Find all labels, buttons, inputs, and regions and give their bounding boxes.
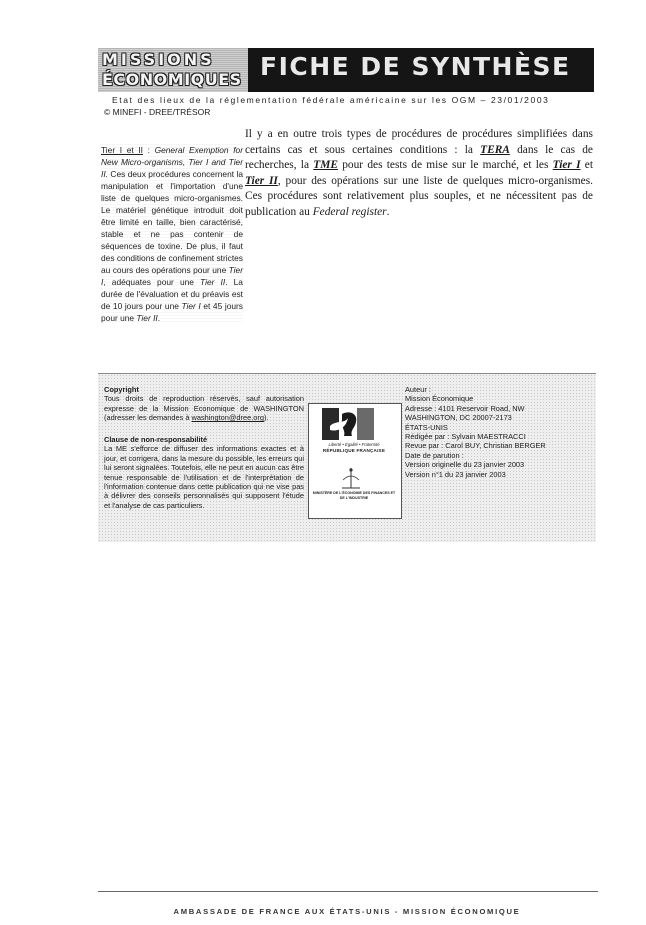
- main-text-6: .: [386, 205, 390, 218]
- sidebar-italic-intro: General Exemption for New Micro-organisms, Tier I and Tier II.: [101, 145, 244, 179]
- author-line: Version originelle du 23 janvier 2003: [405, 460, 525, 470]
- main-text-3: pour des tests de mise sur le marché, et les: [337, 159, 553, 171]
- brand-line-1: MISSIONS: [102, 50, 215, 69]
- republique-francaise-label: RÉPUBLIQUE FRANÇAISE: [322, 448, 386, 453]
- tme-link[interactable]: TME: [313, 159, 338, 171]
- main-text-2: dans le cas de recherches, la: [245, 143, 593, 171]
- copyright-end: ).: [263, 413, 269, 423]
- sidebar-text-3: . La durée de l'évaluation et du préavis est de 10 jours pour une: [101, 277, 243, 311]
- copyright-block: [104, 385, 304, 423]
- main-text-4: et: [580, 159, 594, 171]
- brand-line-2: ÉCONOMIQUES: [102, 70, 242, 89]
- sidebar-separator: :: [142, 145, 155, 155]
- tier1-link[interactable]: Tier I: [552, 159, 581, 171]
- footer-divider: [98, 891, 598, 892]
- author-line: Date de parution :: [405, 450, 464, 460]
- main-text-5: , pour des opérations sur une liste de quelques micro-organismes. Ces procédures sont relativement plus souples, et ne nécessitent pas de publication au: [245, 174, 594, 218]
- federal-register: Federal register: [312, 205, 387, 218]
- author-line: Version n°1 du 23 janvier 2003: [405, 469, 506, 479]
- disclaimer-block: [104, 435, 304, 510]
- ministry-emblem-icon: [339, 466, 363, 492]
- marianne-icon: [322, 408, 374, 440]
- sidebar-text-5: .: [157, 313, 161, 323]
- footer-text: AMBASSADE DE FRANCE AUX ÉTATS-UNIS - MISSION ÉCONOMIQUE: [173, 907, 521, 916]
- copyright-title: Copyright: [104, 385, 139, 394]
- author-block: [405, 385, 595, 479]
- author-line: Auteur :: [405, 385, 431, 394]
- republic-motto: Liberté • Égalité • Fraternité: [328, 442, 380, 447]
- author-line: Mission Économique: [405, 394, 474, 404]
- author-line: ÉTATS-UNIS: [405, 422, 448, 432]
- disclaimer-title: Clause de non-responsabilité: [104, 435, 208, 444]
- tera-link[interactable]: TERA: [480, 143, 510, 156]
- sidebar-text-1: Ces deux procédures concernent la manipulation et l'importation d'une liste de quelques micro-organismes. Le matériel génétique introduit doit être limité en taille, bien caractérisé, stable et ne pas contenir de séquences de toxine. De plus, il faut des conditions de confinement strictes au cours des opérations pour une: [101, 169, 243, 275]
- author-line: Adresse : 4101 Reservoir Road, NW: [405, 403, 525, 413]
- copyright-body: [104, 394, 304, 422]
- sidebar-tier2: Tier II: [200, 277, 226, 287]
- sidebar-note: [101, 144, 243, 324]
- copyright-line: © MINEFI - DREE/TRÉSOR: [104, 107, 211, 117]
- disclaimer-text: La ME s'efforce de diffuser des informations exactes et à jour, et corrigera, dans la mesure du possible, les erreurs qui lui seront signalées. Toutefois, elle ne peut en aucun cas être tenue responsable de l'utilisation et de l'interprétation de l'information contenue dans cette publication qui ne vise pas à délivrer des conseils personnalisés qui supposent l'étude et l'analyse de cas particuliers.: [104, 444, 304, 510]
- ministry-label: MINISTÈRE DE L'ÉCONOMIE DES FINANCES ET DE L'INDUSTRIE: [312, 491, 396, 500]
- sidebar-tier1-b: Tier I: [181, 301, 201, 311]
- author-line: Revue par : Carol BUY, Christian BERGER: [405, 441, 546, 451]
- main-paragraph: [245, 127, 593, 220]
- missions-economiques-logo: [98, 48, 248, 92]
- author-line: WASHINGTON, DC 20007-2173: [405, 413, 512, 423]
- sidebar-tier1: Tier I: [101, 265, 243, 287]
- sidebar-tier2-b: Tier II: [136, 313, 158, 323]
- page-title: FICHE DE SYNTHÈSE: [260, 52, 571, 81]
- copyright-text: Tous droits de reproduction réservés, sauf autorisation expresse de la Mission Economique de WASHINGTON (adresser les demandes à: [104, 394, 304, 423]
- email-link[interactable]: washington@dree.org: [191, 413, 264, 423]
- sidebar-text-2: , adéquates pour une: [103, 277, 201, 287]
- sidebar-text-4: et 45 jours pour une: [101, 301, 243, 323]
- document-subtitle: Etat des lieux de la réglementation fédérale américaine sur les OGM – 23/01/2003: [112, 95, 550, 105]
- main-text-1: Il y a en outre trois types de procédures de procédures simplifiées dans certains cas et sous certaines conditions : la: [245, 128, 593, 156]
- tier2-link[interactable]: Tier II: [245, 174, 278, 187]
- author-line: Rédigée par : Sylvain MAESTRACCI: [405, 432, 526, 442]
- sidebar-term: Tier I et II: [101, 145, 143, 155]
